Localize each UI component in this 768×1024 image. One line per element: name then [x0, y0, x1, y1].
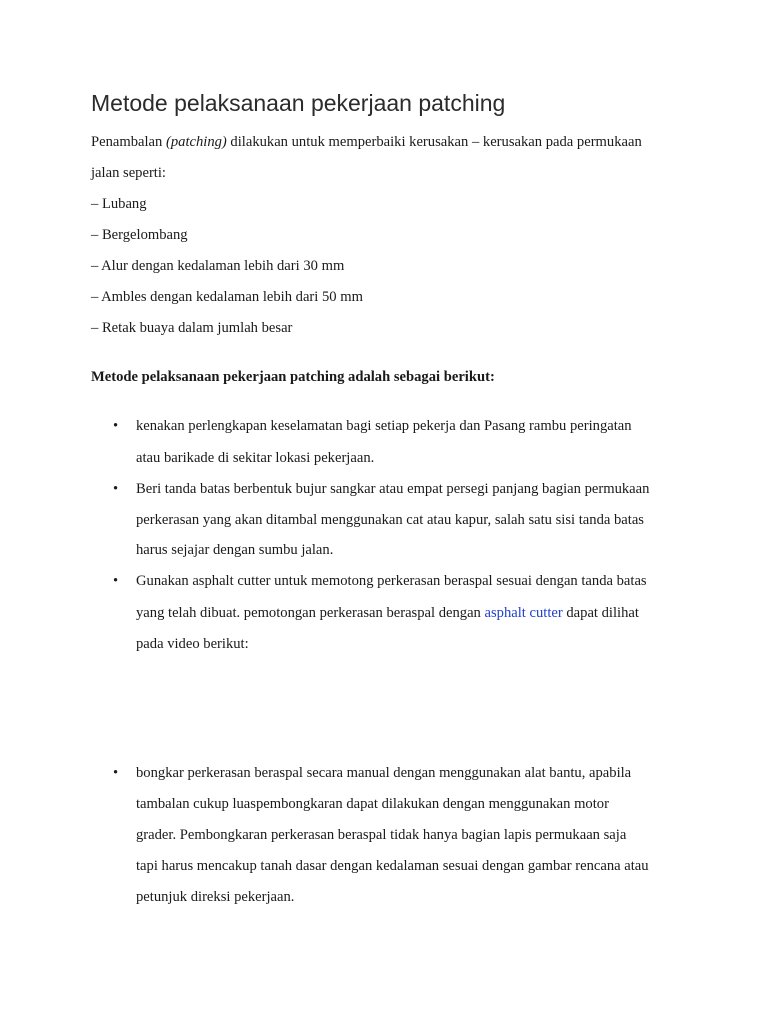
intro-line-2: jalan seperti:: [91, 165, 166, 181]
step-3-line-1: Gunakan asphalt cutter untuk memotong perkerasan beraspal sesuai dengan tanda batas: [136, 573, 647, 589]
step-4-line-4: tapi harus mencakup tanah dasar dengan kedalaman sesuai dengan gambar rencana atau: [136, 858, 649, 874]
step-2-line-3: harus sejajar dengan sumbu jalan.: [136, 542, 334, 558]
step-2-line-1: Beri tanda batas berbentuk bujur sangkar atau empat persegi panjang bagian permukaan: [136, 481, 650, 497]
step-3-line-3: pada video berikut:: [136, 636, 249, 652]
intro-text-2: dilakukan untuk memperbaiki kerusakan – kerusakan pada permukaan: [226, 134, 642, 150]
step-4-line-5: petunjuk direksi pekerjaan.: [136, 889, 295, 905]
step-3-text-post: dapat dilihat: [562, 605, 639, 621]
bullet-dot: •: [113, 481, 119, 497]
damage-item: – Bergelombang: [91, 227, 188, 243]
method-heading: Metode pelaksanaan pekerjaan patching adalah sebagai berikut:: [91, 369, 495, 385]
step-1-line-1: kenakan perlengkapan keselamatan bagi setiap pekerja dan Pasang rambu peringatan: [136, 418, 632, 434]
damage-item: – Lubang: [91, 196, 147, 212]
step-3-line-2: [136, 605, 639, 622]
bullet-dot: •: [113, 573, 119, 589]
intro-line-1: [91, 134, 642, 151]
intro-italic: (patching): [165, 134, 227, 150]
step-2-line-2: perkerasan yang akan ditambal menggunakan cat atau kapur, salah satu sisi tanda batas: [136, 512, 644, 528]
step-1-line-2: atau barikade di sekitar lokasi pekerjaan.: [136, 450, 375, 466]
damage-item: – Alur dengan kedalaman lebih dari 30 mm: [91, 258, 345, 274]
page-title: Metode pelaksanaan pekerjaan patching: [91, 90, 506, 116]
bullet-dot: •: [113, 418, 119, 434]
step-4-line-1: bongkar perkerasan beraspal secara manual dengan menggunakan alat bantu, apabila: [136, 765, 632, 781]
step-4-line-3: grader. Pembongkaran perkerasan beraspal tidak hanya bagian lapis permukaan saja: [136, 827, 627, 843]
damage-item: – Ambles dengan kedalaman lebih dari 50 mm: [91, 289, 363, 305]
step-3-text-pre: yang telah dibuat. pemotongan perkerasan beraspal dengan: [136, 605, 485, 621]
asphalt-cutter-link[interactable]: asphalt cutter: [484, 605, 563, 621]
intro-text-1: Penambalan: [91, 134, 166, 150]
step-4-line-2: tambalan cukup luaspembongkaran dapat dilakukan dengan menggunakan motor: [136, 796, 609, 812]
bullet-dot: •: [113, 765, 119, 781]
damage-item: – Retak buaya dalam jumlah besar: [91, 320, 293, 336]
